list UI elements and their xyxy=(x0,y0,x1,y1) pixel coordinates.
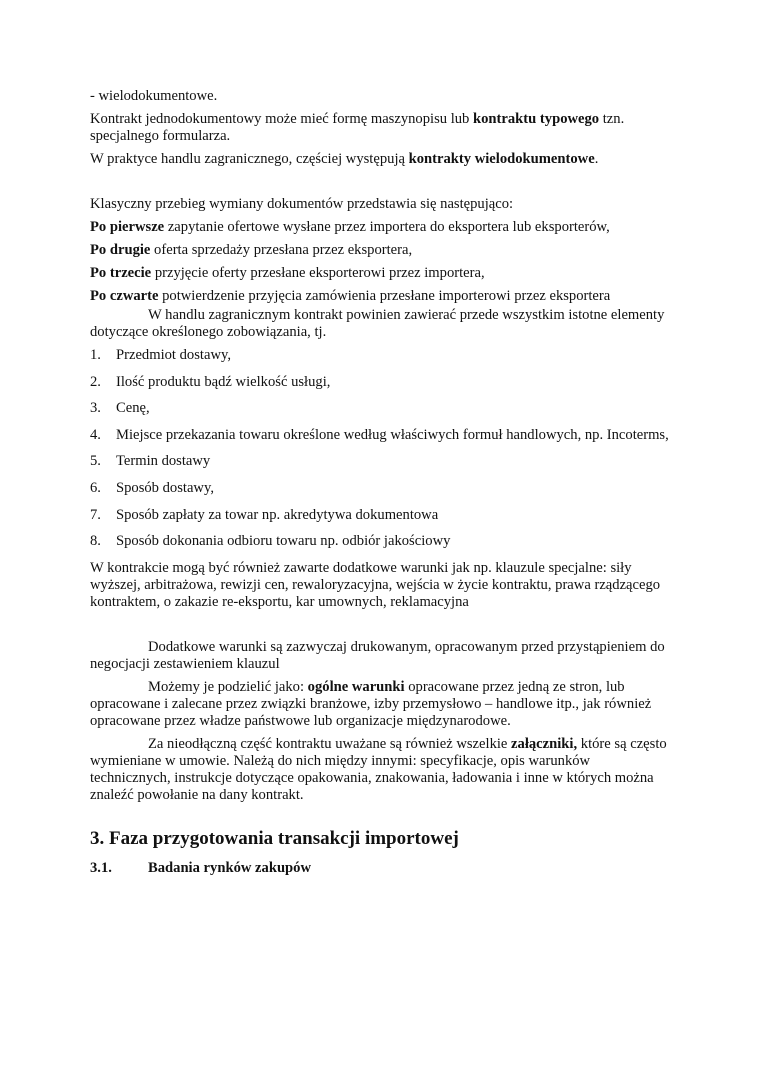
paragraph-classic-flow: Klasyczny przebieg wymiany dokumentów przedstawia się następująco: xyxy=(90,196,514,212)
paragraph-multidoc: - wielodokumentowe. xyxy=(90,88,218,104)
subsection-number: 3.1. xyxy=(90,859,112,876)
paragraph-general-conditions: Możemy je podzielić jako: ogólne warunki opracowane przez jedną ze stron, lub opracowane i zalecane przez związki branżowe, izby przemysłowo – handlowe itp., jak również opracowane przez władze państwowe lub organizacje międzynarodowe. xyxy=(90,678,652,729)
spacer xyxy=(90,174,672,196)
step-second: Po drugie oferta sprzedaży przesłana przez eksportera, xyxy=(90,242,413,258)
step-fourth: Po czwarte potwierdzenie przyjęcia zamówienia przesłane importerowi przez eksportera xyxy=(90,288,611,304)
spacer xyxy=(90,617,672,639)
subsection-heading xyxy=(90,860,672,877)
paragraph-practice: W praktyce handlu zagranicznego, częściej występują kontrakty wielodokumentowe. xyxy=(90,151,599,167)
list-item: 1. Przedmiot dostawy, xyxy=(90,347,231,363)
contract-elements-list xyxy=(90,347,672,550)
paragraph-attachments: Za nieodłączną część kontraktu uważane są również wszelkie załączniki, które są często wymieniane w umowie. Należą do nich między innymi: specyfikacje, opis warunków technicznych, instrukcje dotyczące opakowania, znakowania, ładowania i inne w których można znaleźć powołanie na dany kontrakt. xyxy=(90,735,667,803)
spacer xyxy=(90,810,672,828)
list-item: 4. Miejsce przekazania towaru określone według właściwych formuł handlowych, np. Incoterms, xyxy=(90,426,669,443)
paragraph-contract-elements: W handlu zagranicznym kontrakt powinien zawierać przede wszystkim istotne elementy dotyczące określonego zobowiązania, tj. xyxy=(90,307,665,340)
document-page xyxy=(90,88,672,877)
paragraph-single-document: Kontrakt jednodokumentowy może mieć formę maszynopisu lub kontraktu typowego tzn. specjalnego formularza. xyxy=(90,111,625,144)
step-first: Po pierwsze zapytanie ofertowe wysłane przez importera do eksportera lub eksporterów, xyxy=(90,219,610,235)
paragraph-additional-conditions: Dodatkowe warunki są zazwyczaj drukowanym, opracowanym przed przystąpieniem do negocjacji zestawieniem klauzul xyxy=(90,638,665,672)
subsection-title: Badania rynków zakupów xyxy=(148,859,312,876)
list-item: 5. Termin dostawy xyxy=(90,453,211,470)
list-item: 3. Cenę, xyxy=(90,400,150,417)
list-item: 2. Ilość produktu bądź wielkość usługi, xyxy=(90,373,331,390)
list-item: 7. Sposób zapłaty za towar np. akredytywa dokumentowa xyxy=(90,506,439,523)
step-third: Po trzecie przyjęcie oferty przesłane eksporterowi przez importera, xyxy=(90,265,485,281)
list-item: 8. Sposób dokonania odbioru towaru np. odbiór jakościowy xyxy=(90,533,451,550)
list-item: 6. Sposób dostawy, xyxy=(90,479,214,496)
paragraph-clauses: W kontrakcie mogą być również zawarte dodatkowe warunki jak np. klauzule specjalne: siły wyższej, arbitrażowa, rewizji cen, rewaloryzacyjna, wejścia w życie kontraktu, prawa rządzącego kontraktem, o zakazie re-eksportu, kar umownych, reklamacyjna xyxy=(90,559,661,610)
section-heading: 3. Faza przygotowania transakcji importowej xyxy=(90,827,459,849)
